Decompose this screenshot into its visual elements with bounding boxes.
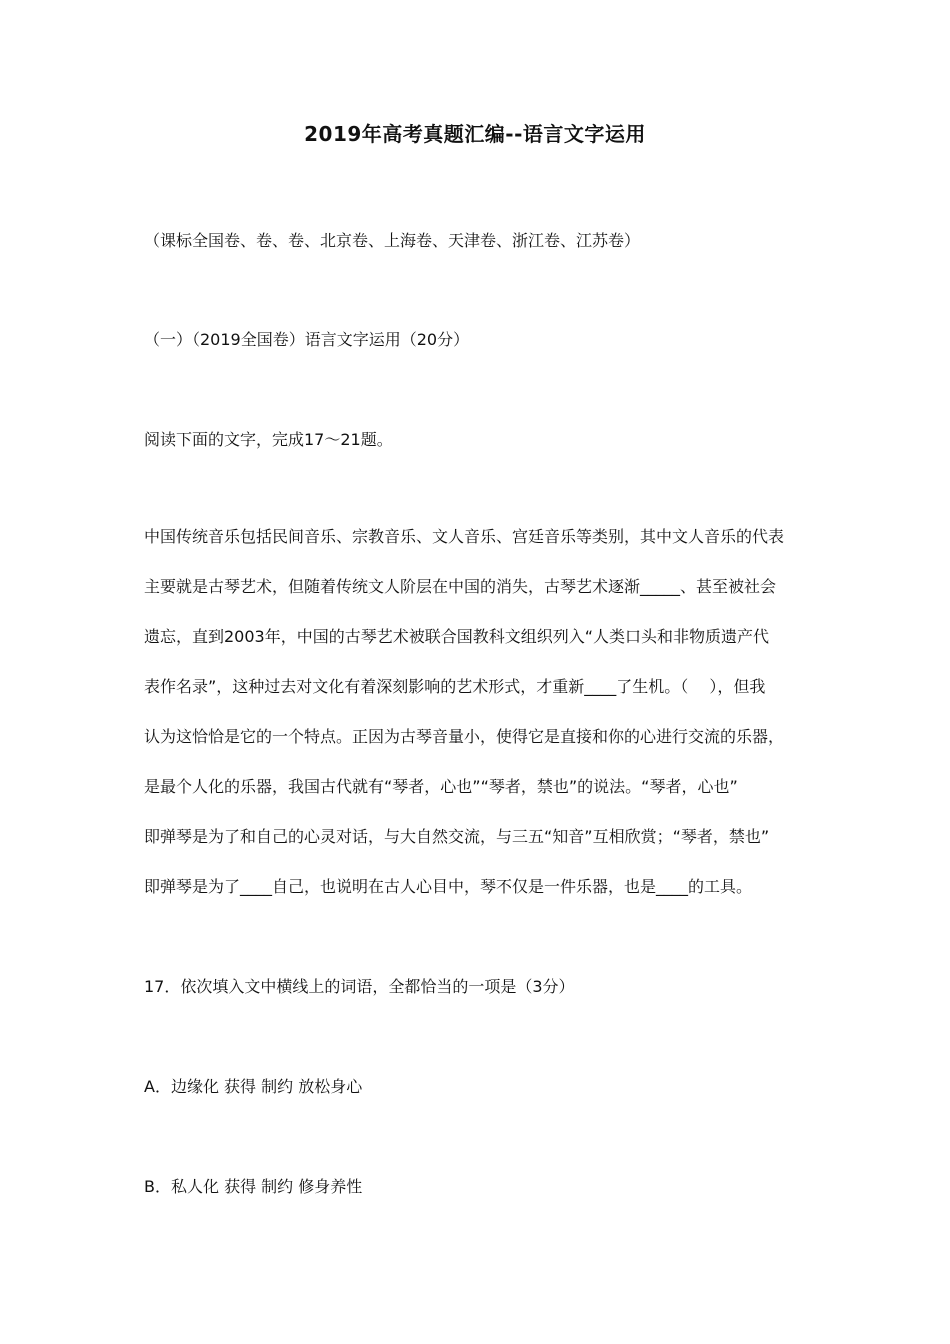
document-title: 2019年高考真题汇编--语言文字运用 (304, 122, 646, 146)
passage-line: 是最个人化的乐器，我国古代就有“琴者，心也”“琴者，禁也”的说法。“琴者，心也” (144, 777, 738, 796)
option-a: A．边缘化 获得 制约 放松身心 (144, 1077, 363, 1096)
reading-passage (144, 522, 824, 922)
section-heading: （一）（2019全国卷）语言文字运用（20分） (144, 330, 470, 349)
exam-scope-note: （课标全国卷、卷、卷、北京卷、上海卷、天津卷、浙江卷、江苏卷） (144, 231, 641, 250)
reading-instruction: 阅读下面的文字，完成17～21题。 (144, 430, 393, 449)
passage-line: 遗忘，直到2003年，中国的古琴艺术被联合国教科文组织列入“人类口头和非物质遗产代 (144, 627, 770, 646)
passage-line: 表作名录”，这种过去对文化有着深刻影响的艺术形式，才重新____了生机。（ ），但我 (144, 677, 766, 696)
passage-line: 即弹琴是为了和自己的心灵对话，与大自然交流，与三五“知音”互相欣赏；“琴者，禁也” (144, 827, 770, 846)
passage-line: 即弹琴是为了____自己，也说明在古人心目中，琴不仅是一件乐器，也是____的工具。 (144, 877, 753, 896)
question-17: 17．依次填入文中横线上的词语，全都恰当的一项是（3分） (144, 977, 575, 996)
passage-line: 中国传统音乐包括民间音乐、宗教音乐、文人音乐、宫廷音乐等类别，其中文人音乐的代表 (144, 527, 785, 546)
passage-line: 认为这恰恰是它的一个特点。正因为古琴音量小，使得它是直接和你的心进行交流的乐器， (144, 727, 785, 746)
option-b: B．私人化 获得 制约 修身养性 (144, 1177, 363, 1196)
passage-line: 主要就是古琴艺术，但随着传统文人阶层在中国的消失，古琴艺术逐渐_____、甚至被社会 (144, 577, 777, 596)
